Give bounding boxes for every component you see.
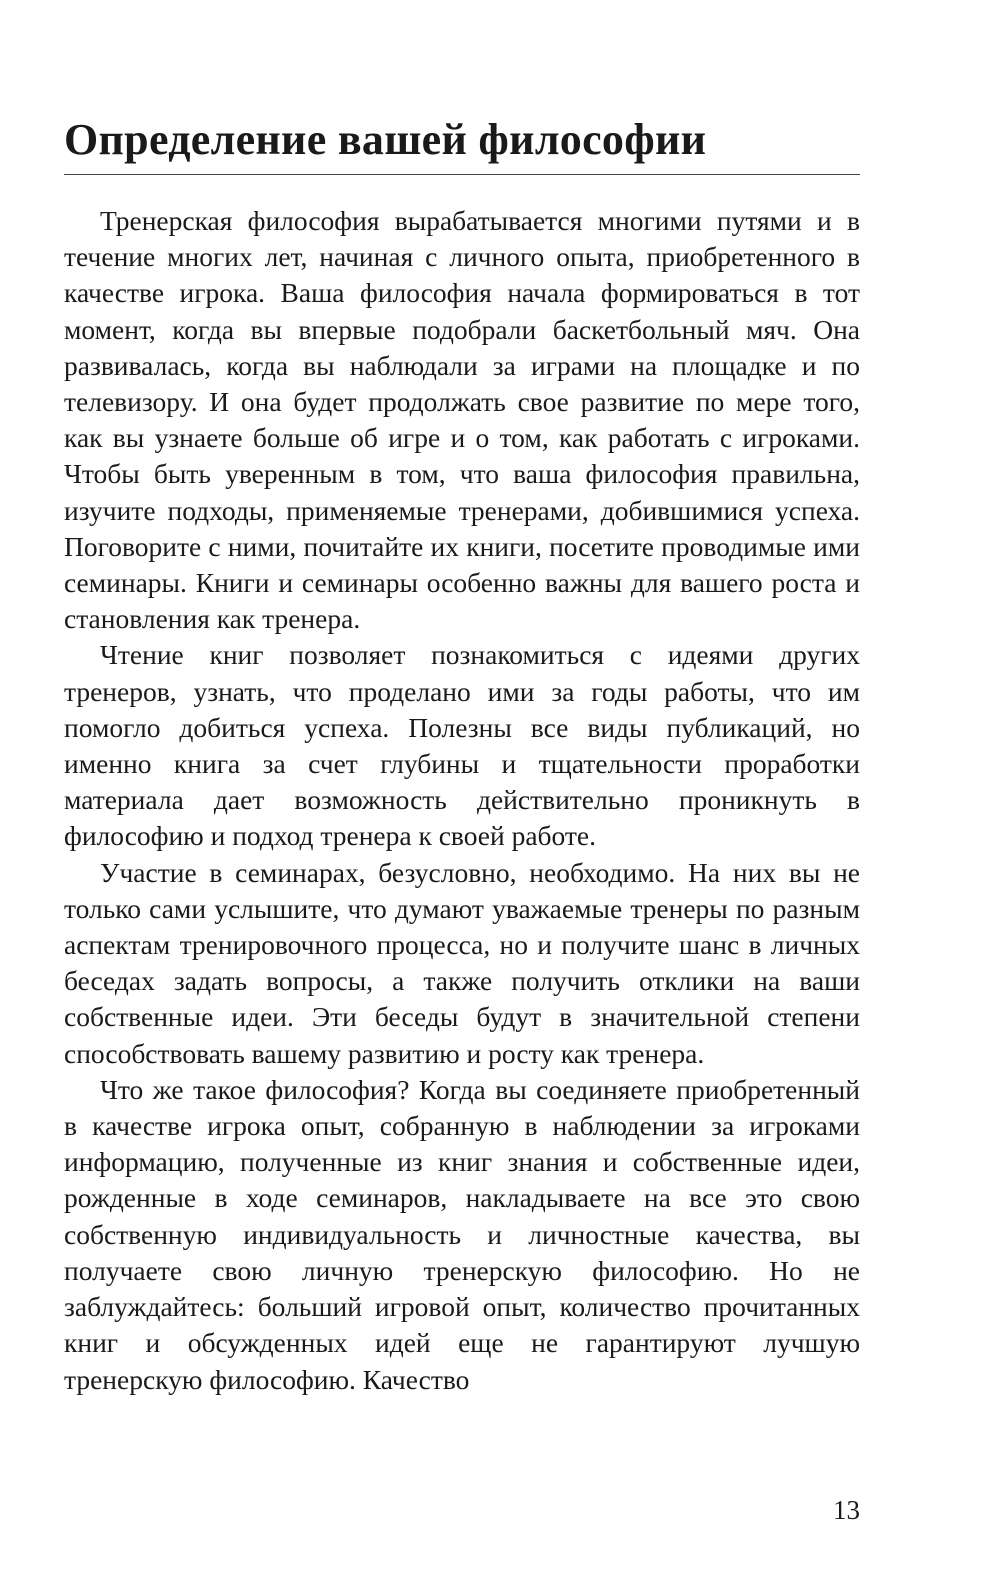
body-text <box>64 203 860 1398</box>
paragraph-1: Тренерская философия вырабатывается многими путями и в течение многих лет, начиная с личного опыта, приобретенного в качестве игрока. Ваша философия начала формироваться в тот момент, когда вы впервые подобрали баскетбольный мяч. Она развивалась, когда вы наблюдали за играми на площадке и по телевизору. И она будет продолжать свое развитие по мере того, как вы узнаете больше об игре и о том, как работать с игроками. Чтобы быть уверенным в том, что ваша философия правильна, изучите подходы, применяемые тренерами, добившимися успеха. Поговорите с ними, почитайте их книги, посетите проводимые ими семинары. Книги и семинары особенно важны для вашего роста и становления как тренера. <box>64 205 860 635</box>
page-content <box>64 112 860 1398</box>
section-title: Определение вашей философии <box>64 115 707 164</box>
paragraph-4: Что же такое философия? Когда вы соединяете приобретенный в качестве игрока опыт, собранную в наблюдении за игроками информацию, полученные из книг знания и собственные идеи, рожденные в ходе семинаров, накладываете на все это свою собственную индивидуальность и личностные качества, вы получаете свою личную тренерскую философию. Но не заблуждайтесь: больший игровой опыт, количество прочитанных книг и обсужденных идей еще не гарантируют лучшую тренерскую философию. Качество <box>64 1073 860 1395</box>
paragraph-2: Чтение книг позволяет познакомиться с идеями других тренеров, узнать, что проделано ими за годы работы, что им помогло добиться успеха. Полезны все виды публикаций, но именно книга за счет глубины и тщательности проработки материала дает возможность действительно проникнуть в философию и подход тренера к своей работе. <box>64 639 860 852</box>
page-number: 13 <box>833 1495 860 1525</box>
paragraph-3: Участие в семинарах, безусловно, необходимо. На них вы не только сами услышите, что думают уважаемые тренеры по разным аспектам тренировочного процесса, но и получите шанс в личных беседах задать вопросы, а также получить отклики на ваши собственные идеи. Эти беседы будут в значительной степени способствовать вашему развитию и росту как тренера. <box>64 856 860 1069</box>
title-underline <box>64 174 860 175</box>
